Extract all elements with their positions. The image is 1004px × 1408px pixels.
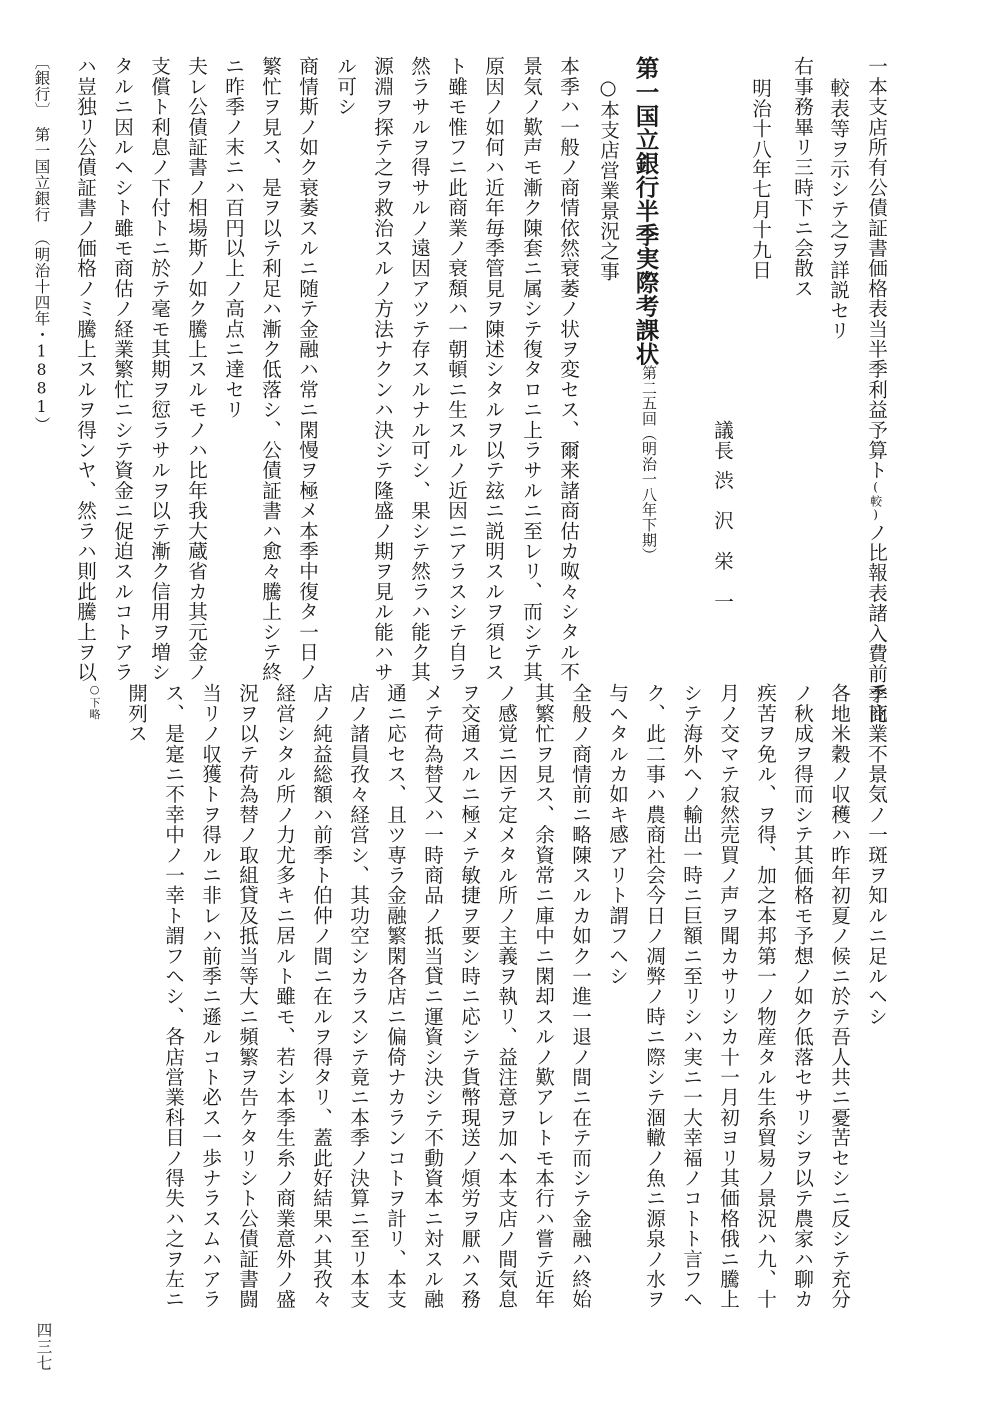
lower-line-13: メテ荷為替又ハ一時商品ノ抵当貸ニ運資シ決シテ不動資本ニ対スル融 <box>420 683 444 1310</box>
upper-line-11: 夫レ公債証書ノ相場斯ノ如ク騰上スルモノハ比年我大蔵省カ其元金ノ <box>184 56 208 683</box>
lower-line-1: テ商業不景気ノ一斑ヲ知ルニ足ルヘシ <box>864 683 888 1027</box>
upper-line-2: 景気ノ歎声モ漸ク陳套ニ属シテ復タロニ上ラサルニ至レリ、而シテ其 <box>519 56 543 683</box>
upper-line-10: ニ昨季ノ末ニハ百円以上ノ高点ニ達セリ <box>221 56 245 420</box>
upper-line-8: 商情斯ノ如ク衰萎スルニ随テ金融ハ常ニ閑慢ヲ極メ本季中復タ一日ノ <box>295 56 319 683</box>
lower-line-10: 其繁忙ヲ見ス、余資常ニ庫中ニ閑却スルノ歎アレトモ本行ハ嘗テ近年 <box>531 683 555 1310</box>
upper-line-1: 本季ハ一般ノ商情依然衰萎ノ状ヲ変セス、爾来諸商估カ呶々シタル不 <box>556 56 580 683</box>
lower-line-4: 疾苦ヲ免ル、ヲ得、加之本邦第一ノ物産タル生糸貿易ノ景況ハ九、十 <box>753 683 777 1310</box>
lower-line-3: ノ秋成ヲ得而シテ其価格モ予想ノ如ク低落セサリシヲ以テ農家ハ聊カ <box>790 683 814 1310</box>
upper-line-9: 繁忙ヲ見ス、是ヲ以テ利足ハ漸ク低落シ、公債証書ハ愈々騰上シテ終 <box>258 56 282 683</box>
upper-line-13: タルニ因ルヘシト雖モ商估ノ経業繁忙ニシテ資金ニ促迫スルコトアラ <box>110 56 134 683</box>
lower-line-9: 全般ノ商情前ニ略陳スルカ如ク一進一退ノ間ニ在テ而シテ金融ハ終始 <box>568 683 592 1310</box>
lower-line-16: 店ノ純益総額ハ前季ト伯仲ノ間ニ在ルヲ得タリ、蓋此好結果ハ其孜々 <box>309 683 333 1310</box>
lower-line-17: 経営シタル所ノ力尤多キニ居ルト雖モ、若シ本季生糸ノ商業意外ノ盛 <box>272 683 296 1310</box>
chairman-title: 議長 <box>710 420 734 461</box>
lower-line-15: 店ノ諸員孜々経営シ、其功空シカラスシテ竟ニ本季ノ決算ニ至リ本支 <box>346 683 370 1310</box>
upper-line-3: 原因ノ如何ハ近年毎季管見ヲ陳述シタルヲ以テ玆ニ説明スルヲ須ヒス <box>481 56 505 683</box>
lower-line-14: 通ニ応セス、且ツ専ラ金融繁閑各店ニ偏倚ナカランコトヲ計リ、本支 <box>383 683 407 1310</box>
upper-line-14: ハ豈独リ公債証書ノ価格ノミ騰上スルヲ得ンヤ、然ラハ則此騰上ヲ以 <box>73 56 97 683</box>
upper-line-12: 支償ト利息ノ下付トニ於テ毫モ其期ヲ愆ラサルヲ以テ漸ク信用ヲ増シ <box>147 56 171 683</box>
running-title: 〔銀行〕 第一国立銀行 （明治十四年・1881） <box>32 54 51 433</box>
upper-line-7: ル可シ <box>333 56 357 117</box>
report-title: 第一国立銀行半季実際考課状 <box>631 56 660 366</box>
lower-line-20: ス、是寔ニ不幸中ノ一幸ト謂フヘシ、各店営業科目ノ得失ハ之ヲ左ニ <box>161 683 185 1310</box>
meeting-date: 明治十八年七月十九日 <box>748 78 772 280</box>
section-heading: ○本支店営業景況之事 <box>596 76 620 282</box>
chairman-name: 渋 沢 栄 一 <box>710 470 734 612</box>
page-number: 四三七 <box>34 1322 53 1372</box>
agenda-line-3: 右事務畢リ三時下ニ会散ス <box>790 56 814 299</box>
lower-line-19: 当リノ収獲トヲ得ルニ非レハ前季ニ遜ルコト必ス一歩ナラスムハアラ <box>198 683 222 1310</box>
agenda-line-2: 較表等ヲ示シテ之ヲ詳説セリ <box>826 78 850 341</box>
lower-line-21: 開列ス <box>124 683 148 744</box>
session-label: 第二五回（明治一八年下期） <box>640 365 658 563</box>
upper-line-6: 源淵ヲ探テ之ヲ救治スルノ方法ナクンハ決シテ隆盛ノ期ヲ見ル能ハサ <box>370 56 394 683</box>
agenda-line-1: 一本支店所有公債証書価格表当半季利益予算ト(較)ノ比報表諸入費前季比 <box>864 56 888 725</box>
correction-mark: (較) <box>868 480 883 523</box>
upper-line-5: 然ラサルヲ得サルノ遠因アツテ存スルナル可シ、果シテ然ラハ能ク其 <box>407 56 431 683</box>
lower-line-5: 月ノ交マテ寂然売買ノ声ヲ聞カサリシカ十一月初ヨリ其価格俄ニ騰上 <box>716 683 740 1310</box>
lower-line-18: 況ヲ以テ荷為替ノ取組貸及抵当等大ニ頻繁ヲ告ケタリシト公債証書闘 <box>235 683 259 1310</box>
lower-line-2: 各地米穀ノ収穫ハ昨年初夏ノ候ニ於テ吾人共ニ憂苦セシニ反シテ充分 <box>827 683 851 1310</box>
lower-line-7: ク、此二事ハ農商社会今日ノ凋弊ノ時ニ際シテ涸轍ノ魚ニ源泉ノ水ヲ <box>642 683 666 1310</box>
lower-line-12: ヲ交通スルニ極メテ敏捷ヲ要シ時ニ応シテ貨幣現送ノ煩労ヲ厭ハス務 <box>457 683 481 1310</box>
omission-note: ○下略 <box>88 683 101 720</box>
upper-line-4: ト雖モ惟フニ此商業ノ衰頽ハ一朝頓ニ生スルノ近因ニアラスシテ自ラ <box>444 56 468 683</box>
lower-line-8: 与ヘタルカ如キ感アリト謂フヘシ <box>605 683 629 986</box>
lower-line-6: シテ海外ヘノ輸出一時ニ巨額ニ至リシハ実ニ一大幸福ノコトト言フヘ <box>679 683 703 1310</box>
lower-line-11: ノ感覚ニ因テ定メタル所ノ主義ヲ執リ、益注意ヲ加ヘ本支店ノ間気息 <box>494 683 518 1310</box>
